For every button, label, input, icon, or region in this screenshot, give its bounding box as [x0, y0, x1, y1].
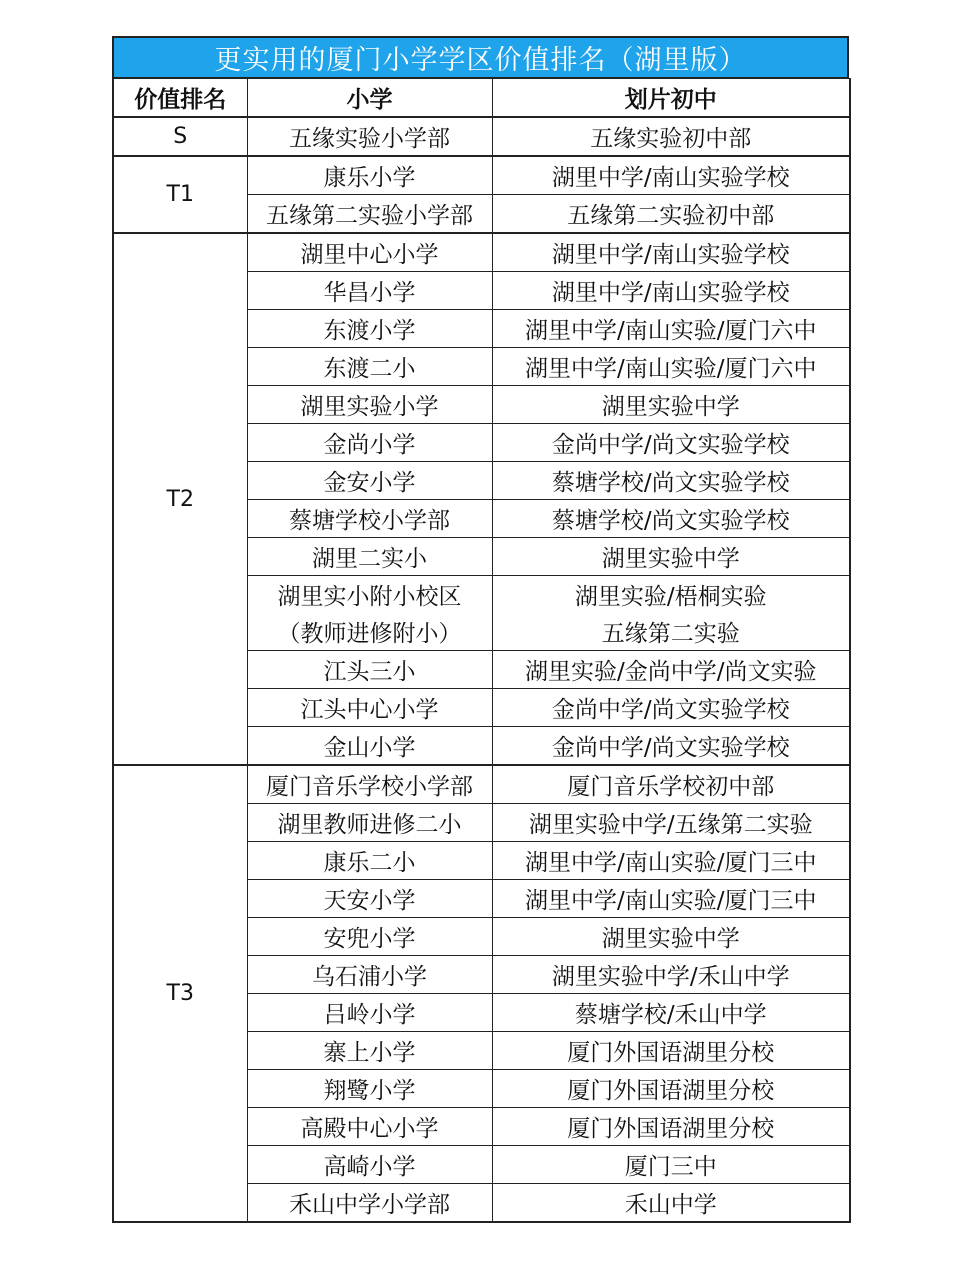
middle-school-cell: 湖里中学/南山实验/厦门六中 [492, 310, 850, 348]
school-cell: 金山小学 [247, 727, 492, 766]
school-cell: 金尚小学 [247, 424, 492, 462]
table-body [113, 117, 850, 1222]
middle-school-cell: 湖里中学/南山实验/厦门六中 [492, 348, 850, 386]
middle-school-cell: 五缘第二实验初中部 [492, 195, 850, 234]
middle-school-cell: 厦门外国语湖里分校 [492, 1108, 850, 1146]
school-cell: 天安小学 [247, 880, 492, 918]
table-row [113, 233, 850, 272]
middle-school-cell: 厦门三中 [492, 1146, 850, 1184]
middle-school-cell-line2: 五缘第二实验 [492, 613, 850, 651]
ranking-table [112, 78, 851, 1223]
middle-school-cell: 蔡塘学校/禾山中学 [492, 994, 850, 1032]
school-cell: 安兜小学 [247, 918, 492, 956]
header-rank: 价值排名 [113, 79, 247, 118]
middle-school-cell: 湖里实验中学/禾山中学 [492, 956, 850, 994]
middle-school-cell: 湖里中学/南山实验学校 [492, 156, 850, 195]
middle-school-cell: 湖里中学/南山实验学校 [492, 272, 850, 310]
school-cell: 康乐二小 [247, 842, 492, 880]
middle-school-cell: 湖里中学/南山实验/厦门三中 [492, 842, 850, 880]
table-row [113, 117, 850, 156]
school-cell: 东渡小学 [247, 310, 492, 348]
school-cell: 金安小学 [247, 462, 492, 500]
middle-school-cell: 湖里实验中学 [492, 538, 850, 576]
header-middle: 划片初中 [492, 79, 850, 118]
school-cell: 翔鹭小学 [247, 1070, 492, 1108]
school-cell: 五缘第二实验小学部 [247, 195, 492, 234]
school-cell: 高殿中心小学 [247, 1108, 492, 1146]
middle-school-cell: 厦门外国语湖里分校 [492, 1070, 850, 1108]
middle-school-cell: 金尚中学/尚文实验学校 [492, 424, 850, 462]
school-cell: 禾山中学小学部 [247, 1184, 492, 1223]
school-cell: 寨上小学 [247, 1032, 492, 1070]
school-cell: 湖里教师进修二小 [247, 804, 492, 842]
ranking-sheet [112, 36, 849, 1223]
middle-school-cell: 湖里中学/南山实验学校 [492, 233, 850, 272]
middle-school-cell: 厦门外国语湖里分校 [492, 1032, 850, 1070]
header-school: 小学 [247, 79, 492, 118]
school-cell: 湖里实验小学 [247, 386, 492, 424]
middle-school-cell: 湖里实验中学/五缘第二实验 [492, 804, 850, 842]
table-row [113, 765, 850, 804]
school-cell: 吕岭小学 [247, 994, 492, 1032]
school-cell: 蔡塘学校小学部 [247, 500, 492, 538]
rank-cell: T2 [113, 233, 247, 765]
rank-cell: T3 [113, 765, 247, 1222]
school-cell: 康乐小学 [247, 156, 492, 195]
middle-school-cell: 五缘实验初中部 [492, 117, 850, 156]
school-cell: 湖里实小附小校区 [247, 576, 492, 614]
middle-school-cell: 湖里实验/金尚中学/尚文实验 [492, 651, 850, 689]
page-title: 更实用的厦门小学学区价值排名（湖里版） [112, 36, 849, 78]
school-cell: 江头三小 [247, 651, 492, 689]
middle-school-cell: 蔡塘学校/尚文实验学校 [492, 500, 850, 538]
header-row [113, 79, 850, 118]
rank-cell: S [113, 117, 247, 156]
school-cell: 江头中心小学 [247, 689, 492, 727]
school-cell: 厦门音乐学校小学部 [247, 765, 492, 804]
school-cell: 乌石浦小学 [247, 956, 492, 994]
middle-school-cell: 湖里实验中学 [492, 918, 850, 956]
school-cell-line2: （教师进修附小） [247, 613, 492, 651]
school-cell: 五缘实验小学部 [247, 117, 492, 156]
middle-school-cell: 湖里实验中学 [492, 386, 850, 424]
middle-school-cell: 厦门音乐学校初中部 [492, 765, 850, 804]
table-row [113, 156, 850, 195]
middle-school-cell: 湖里实验/梧桐实验 [492, 576, 850, 614]
middle-school-cell: 蔡塘学校/尚文实验学校 [492, 462, 850, 500]
middle-school-cell: 金尚中学/尚文实验学校 [492, 727, 850, 766]
school-cell: 高崎小学 [247, 1146, 492, 1184]
rank-cell: T1 [113, 156, 247, 233]
middle-school-cell: 禾山中学 [492, 1184, 850, 1223]
school-cell: 华昌小学 [247, 272, 492, 310]
middle-school-cell: 湖里中学/南山实验/厦门三中 [492, 880, 850, 918]
school-cell: 湖里二实小 [247, 538, 492, 576]
school-cell: 东渡二小 [247, 348, 492, 386]
middle-school-cell: 金尚中学/尚文实验学校 [492, 689, 850, 727]
school-cell: 湖里中心小学 [247, 233, 492, 272]
